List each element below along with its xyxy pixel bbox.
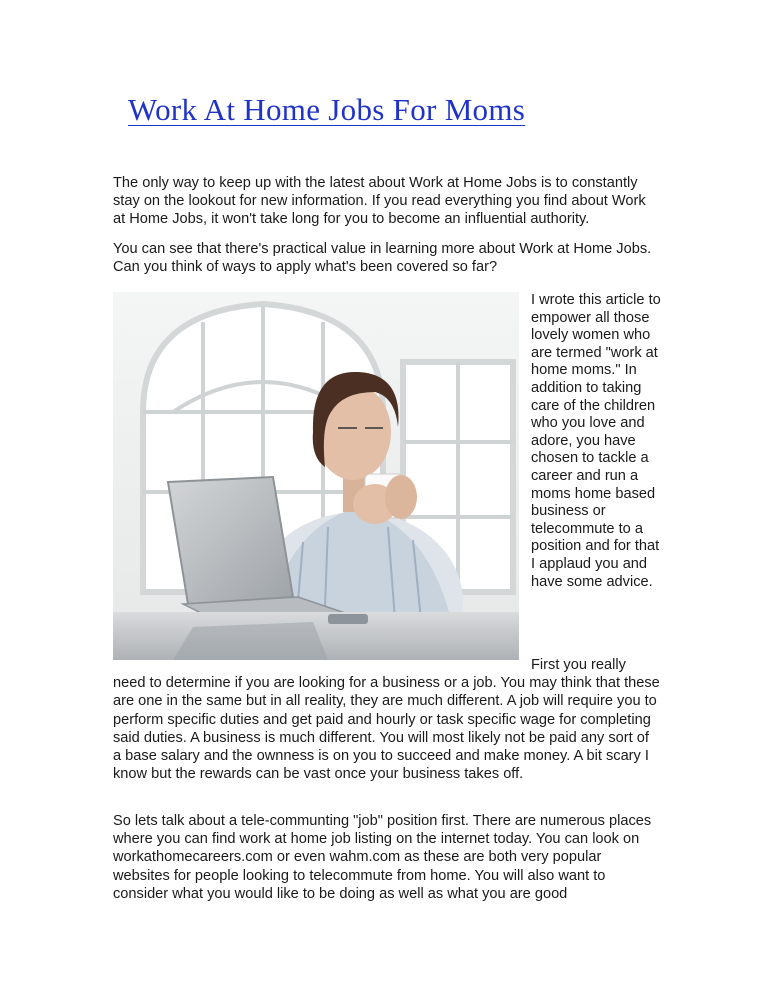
telecommute-paragraph: So lets talk about a tele-communting "job" position first. There are numerous places where you can find work at home job listing on the internet today. You can look on workathomecareers.com or even wahm.com as these are both very popular websites for people looking to telecommute from home. You will also want to consider what you would like to be doing as well as what you are good [113,813,652,902]
business-or-job-paragraph: First you really need to determine if you are looking for a business or a job. You may think that these are one in the same but in all reality, they are much different. A job will require you to perform specific duties and get paid and hourly or task specific wage for completing said duties. A business is much different. You will most likely not be paid any sort of a base salary and the ownness is on you to succeed and make money. A bit scary I know but the rewards can be vast once your business takes off. [113,657,660,783]
second-paragraph: You can see that there's practical value in learning more about Work at Home Jobs. Can you think of ways to apply what's been covered so far? [113,241,652,276]
side-paragraph: I wrote this article to empower all those lovely women who are termed "work at home moms." In addition to taking care of the children who you love and adore, you have chosen to tackle a career and run a moms home based business or telecommute to a position and for that I applaud you and have some advice. [531,292,661,590]
page-title: Work At Home Jobs For Moms [128,92,526,127]
woman-laptop-photo [113,292,519,660]
intro-paragraph: The only way to keep up with the latest about Work at Home Jobs is to constantly stay on the lookout for new information. If you read everything you find about Work at Home Jobs, it won't take long for you to become an influential authority. [113,175,646,228]
